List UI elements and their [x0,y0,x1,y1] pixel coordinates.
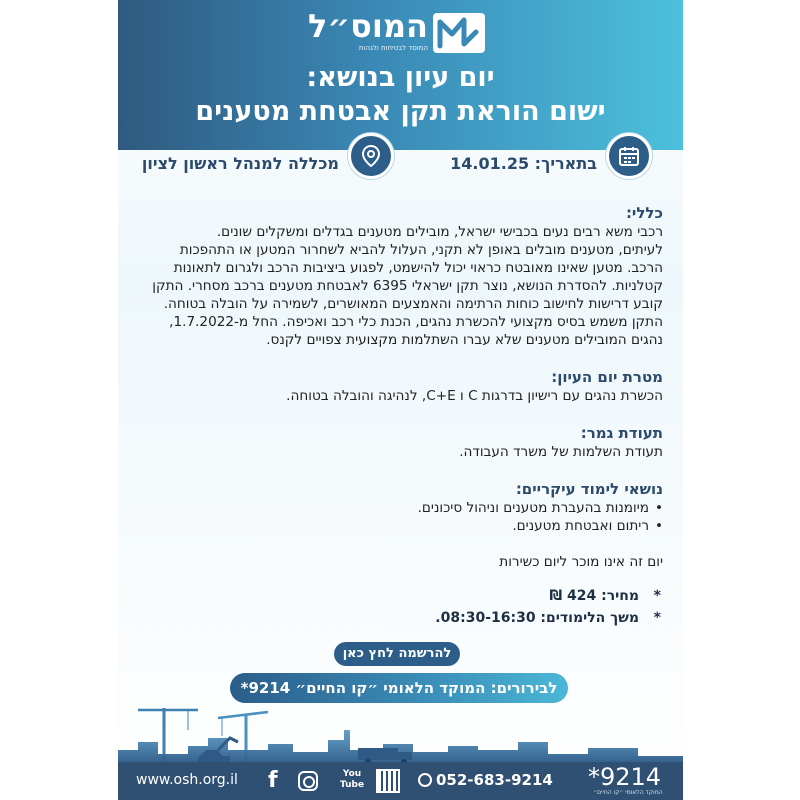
general-line: התקן משמש בסיס מקצועי להכשרת נהגים, הכנת כלי רכב ואכיפה. החל מ-1.7.2022, [169,314,663,330]
qr-code-icon [376,769,400,793]
price-line [138,585,663,607]
phone-number[interactable]: 052-683-9214 [436,771,553,789]
logo [118,8,683,58]
instagram-icon[interactable] [298,771,318,791]
header [118,0,683,150]
topic-item: • מיומנות בהעברת מטענים וניהול סיכונים. [138,499,663,517]
calendar-icon [606,133,652,179]
content [138,203,663,629]
facebook-icon[interactable]: f [268,768,278,793]
event-title-line1: יום עיון בנושא: [306,62,495,93]
register-button[interactable]: להרשמה לחץ כאן [334,642,460,666]
bullet-star: * [653,588,661,604]
youtube-icon[interactable] [340,769,364,791]
youtube-label-bottom: Tube [340,780,365,790]
logo-tagline: המוסד לבטיחות ולגהות [358,44,428,52]
logo-name: המוס״ל [308,7,428,45]
location-pin-icon [348,133,394,179]
duration-text: משך הלימודים: 08:30-16:30. [435,610,639,626]
goal-title: מטרת יום העיון: [551,368,663,386]
event-date: בתאריך: 14.01.25 [450,154,597,173]
general-line: נהגים המובילים מטענים שלא עברו השתלמות מקצועית צפויים לקנס. [266,332,663,348]
youtube-label-top: You [342,769,362,779]
hotline-number: *9214 [588,763,662,791]
price-text: מחיר: 424 ₪ [549,588,639,604]
note-text: יום זה אינו מוכר ליום כשירות [499,554,663,570]
duration-line [138,607,663,629]
hotline-banner: לבירורים: המוקד הלאומי ״קו החיים״ 9214* [230,673,568,703]
general-line: הרכב. מטען שאינו מאובטח כראוי יכול להישמט, לפגוע ביציבות הרכב ולגרום לתאונות [173,260,663,276]
general-line: לעיתים, מטענים מובלים באופן לא תקני, העלול להביא לשחרור המטען או התהפכות [179,242,663,258]
logo-icon [430,10,488,56]
topic-item: • ריתום ואבטחת מטענים. [138,517,663,535]
general-line: רכבי משא רבים נעים בכבישי ישראל, מובילים מטענים בגדלים ומשקלים שונים. [216,224,663,240]
event-location: מכללה למנהל ראשון לציון [141,154,339,173]
general-line: קובע דרישות לחישוב כוחות הרתימה והאמצעים המאושרים, לשמירה על הובלה בטוחה. [163,296,663,312]
certificate-text: תעודת השלמות של משרד העבודה. [459,444,663,460]
general-title: כללי: [625,204,663,222]
topics-title: נושאי לימוד עיקריים: [515,480,663,498]
whatsapp-icon [418,773,432,787]
poster [118,0,683,800]
bullet-star: * [653,610,661,626]
hotline-caption: המוקד הלאומי ״קו החיים״ [593,789,663,796]
footer [118,762,683,800]
website-link[interactable]: www.osh.org.il [136,772,238,788]
construction-skyline-icon [118,700,683,766]
goal-text: הכשרת נהגים עם רישיון בדרגות C ו C+E, לנהיגה והובלה בטוחה. [286,388,663,404]
certificate-title: תעודת גמר: [580,424,663,442]
general-line: קטלניות. להסדרת הנושא, נוצר תקן ישראלי 6395 לאבטחת מטענים ברכב מסחרי. התקן [152,278,663,294]
event-title-line2: ישום הוראת תקן אבטחת מטענים [195,96,606,127]
